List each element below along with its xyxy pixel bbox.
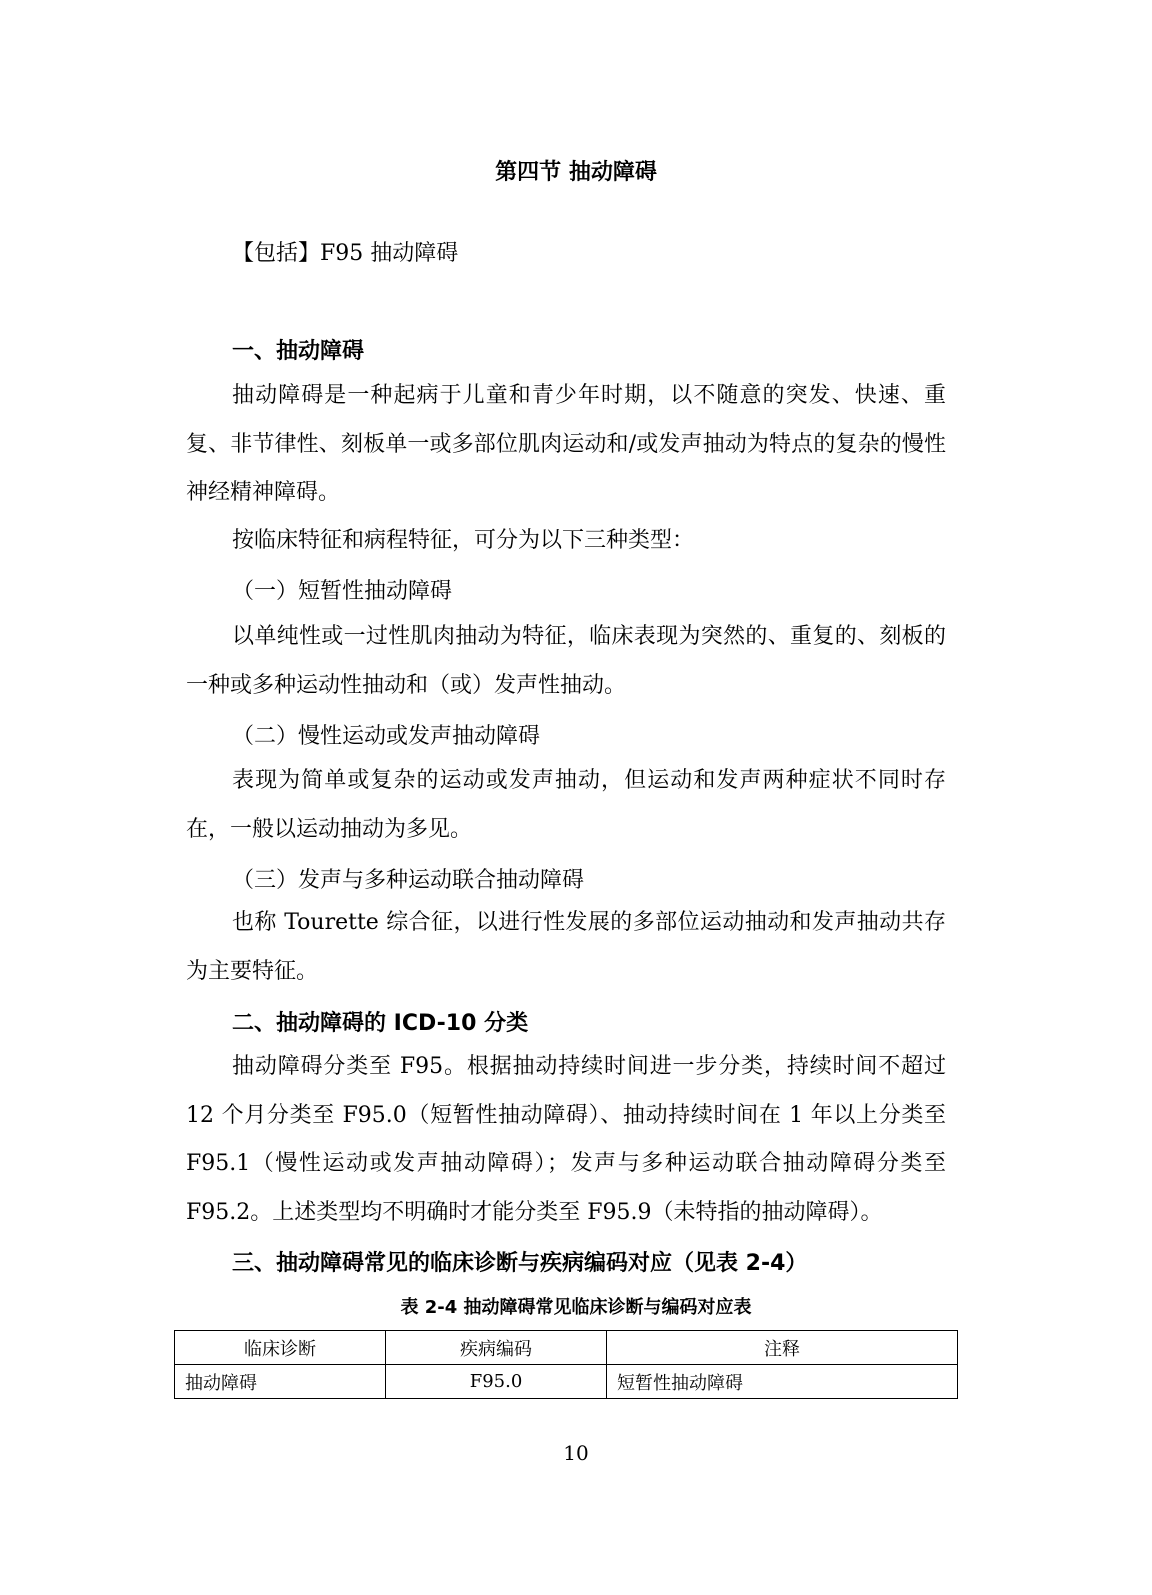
section-title: 第四节 抽动障碍 [495,160,657,185]
type-1-heading: （一）短暂性抽动障碍 [232,579,453,604]
heading-1: 一、抽动障碍 [232,339,365,364]
icd-classification-paragraph: 抽动障碍分类至 F95。根据抽动持续时间进一步分类，持续时间不超过 12 个月分类至 F95.0（短暂性抽动障碍）、抽动持续时间在 1 年以上分类至 F95.1（慢性运动或发声抽动障碍）；发声与多种运动联合抽动障碍分类至 F95.2。上述类型均不明确时才能分类至 F95.9（未特指的抽动障碍）。 [186,1054,946,1225]
type-2-heading: （二）慢性运动或发声抽动障碍 [232,724,541,749]
type-2-description: 表现为简单或复杂的运动或发声抽动，但运动和发声两种症状不同时存在，一般以运动抽动为多见。 [186,768,946,842]
table-cell: 抽动障碍 [175,1365,386,1399]
diagnosis-code-table [174,1330,958,1399]
type-1-description: 以单纯性或一过性肌肉抽动为特征，临床表现为突然的、重复的、刻板的一种或多种运动性抽动和（或）发声性抽动。 [186,624,946,698]
heading-3: 三、抽动障碍常见的临床诊断与疾病编码对应（见表 2-4） [232,1251,808,1276]
table-cell: F95.0 [386,1365,607,1399]
column-header: 注释 [607,1331,958,1365]
type-3-description: 也称 Tourette 综合征，以进行性发展的多部位运动抽动和发声抽动共存为主要特征。 [186,910,946,984]
column-header: 临床诊断 [175,1331,386,1365]
table-cell: 短暂性抽动障碍 [607,1365,958,1399]
table-header-row [175,1331,958,1365]
classification-intro: 按临床特征和病程特征，可分为以下三种类型： [232,528,695,553]
table-row [175,1365,958,1399]
includes-line: 【包括】F95 抽动障碍 [232,241,459,266]
column-header: 疾病编码 [386,1331,607,1365]
table-caption: 表 2-4 抽动障碍常见临床诊断与编码对应表 [400,1297,752,1318]
definition-paragraph: 抽动障碍是一种起病于儿童和青少年时期，以不随意的突发、快速、重复、非节律性、刻板单一或多部位肌肉运动和/或发声抽动为特点的复杂的慢性神经精神障碍。 [186,383,946,505]
type-3-heading: （三）发声与多种运动联合抽动障碍 [232,868,585,893]
page-number: 10 [563,1441,589,1465]
heading-2: 二、抽动障碍的 ICD-10 分类 [232,1011,529,1036]
